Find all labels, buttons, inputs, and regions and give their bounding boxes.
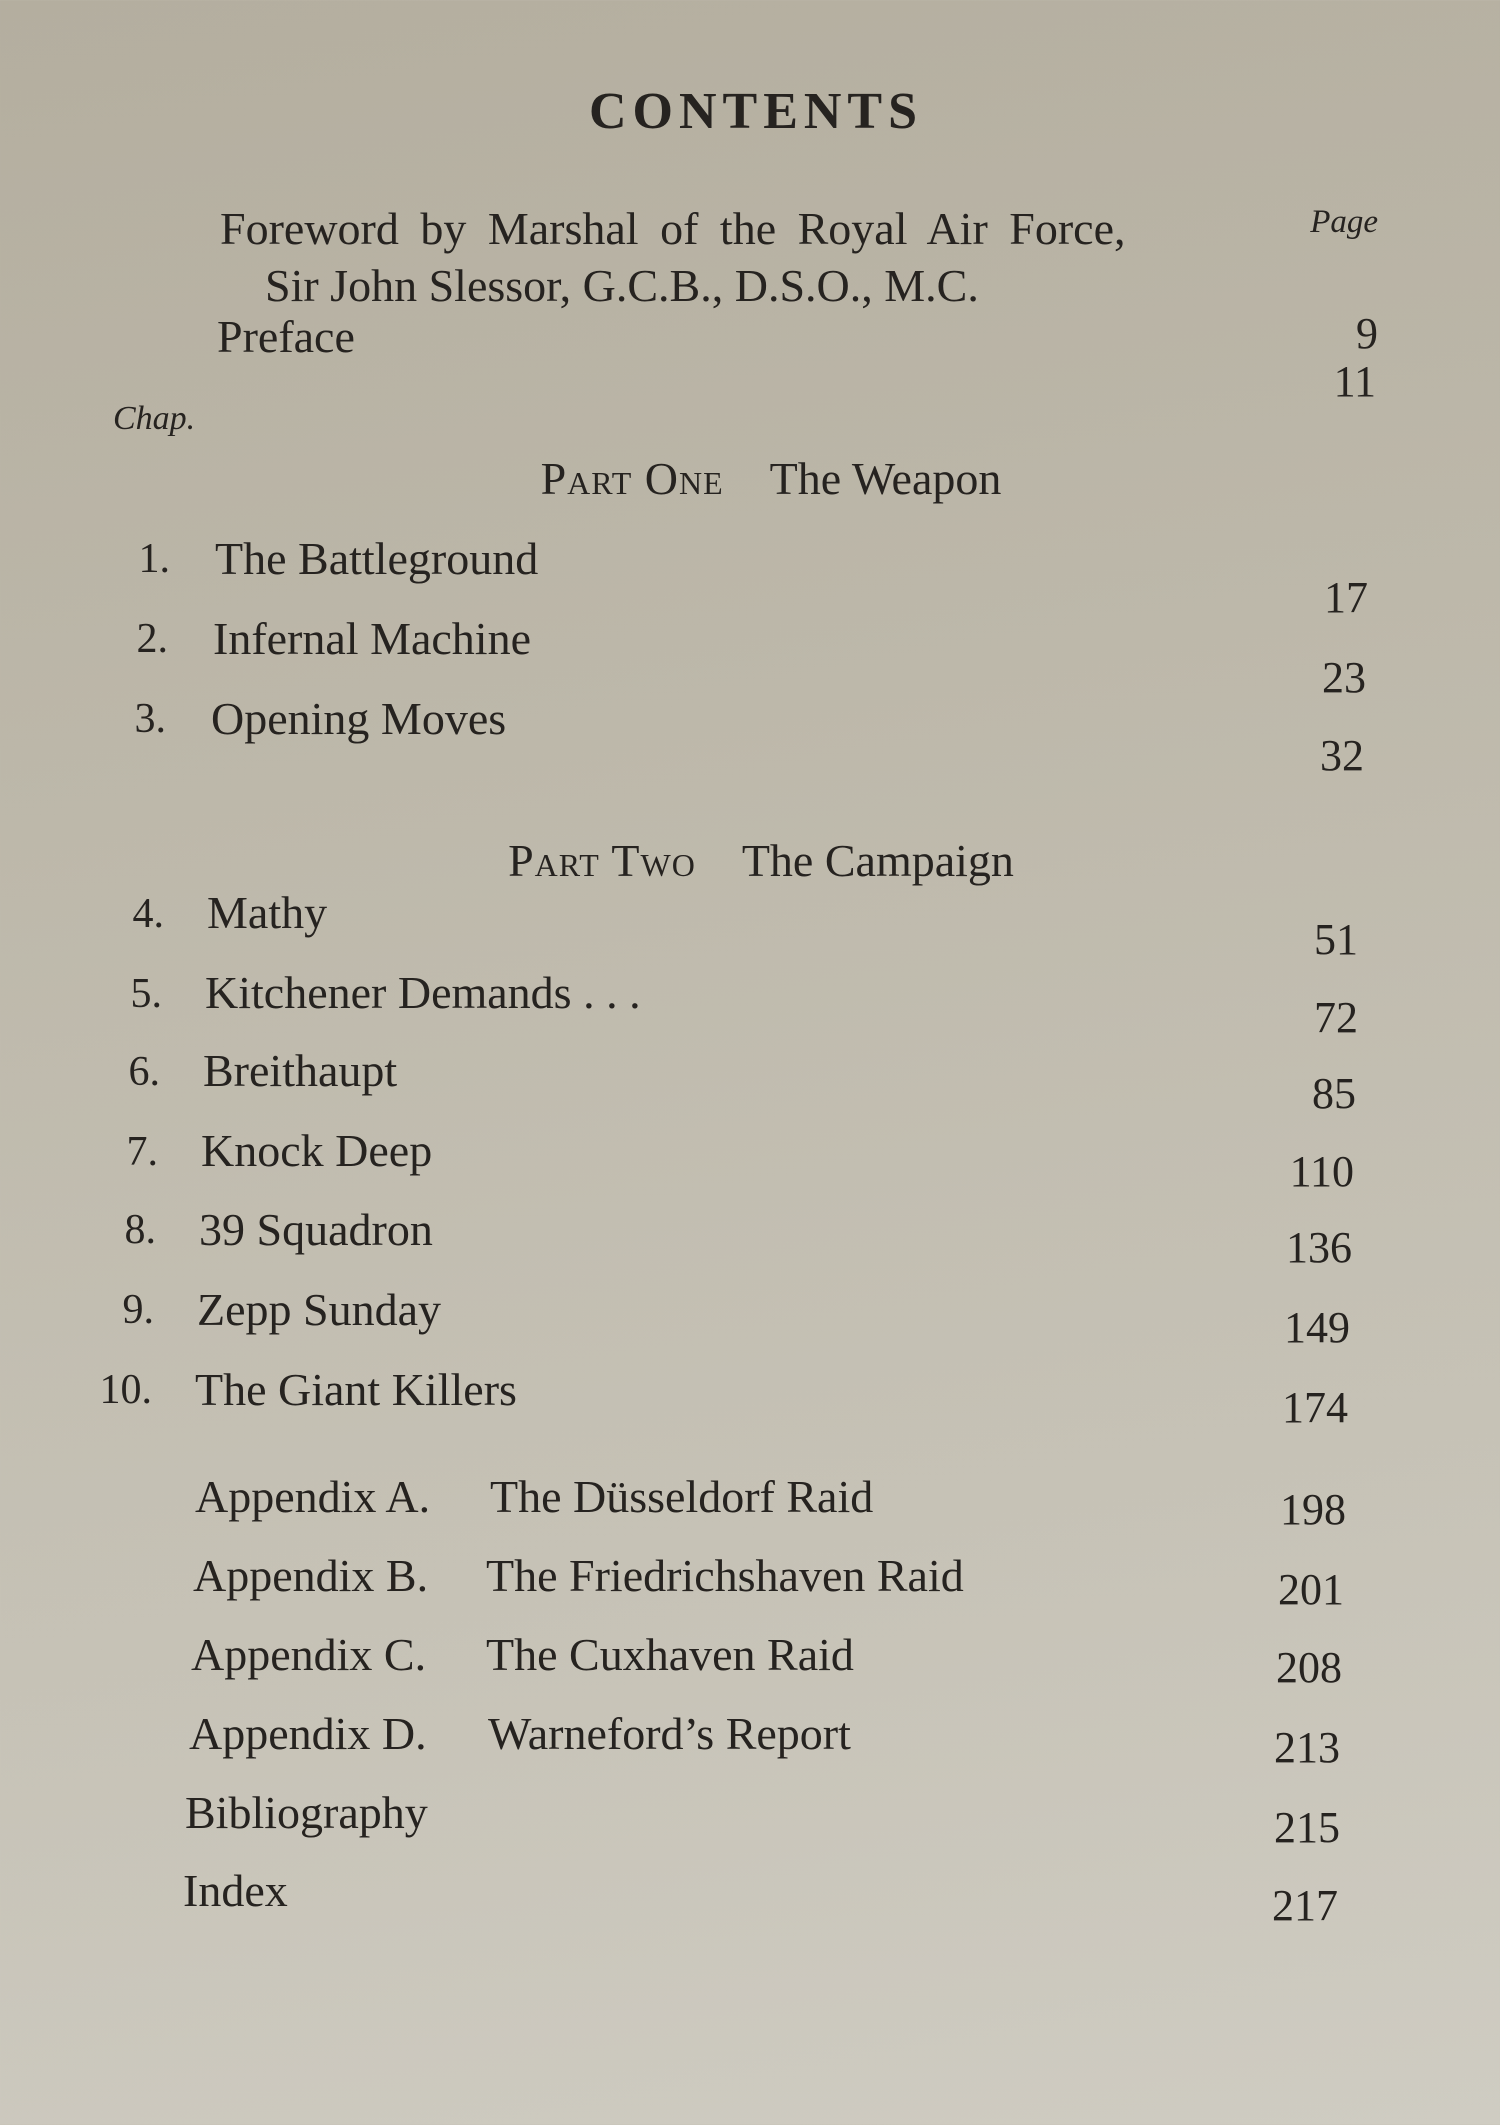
appendix-label: Appendix C. [191, 1629, 427, 1680]
index-page: 217 [1272, 1881, 1338, 1930]
foreword-page: 9 [1356, 309, 1378, 358]
bibliography-page: 215 [1274, 1803, 1340, 1852]
part-two-label: Part Two [508, 835, 696, 886]
chapter-title: Opening Moves [211, 693, 507, 744]
page-column-label: Page [1310, 204, 1378, 240]
part-two-title: The Campaign [741, 835, 1014, 886]
chapter-number: 1. [138, 536, 170, 582]
appendix-page: 201 [1278, 1565, 1344, 1614]
chapter-page: 149 [1284, 1303, 1350, 1352]
chapter-number: 7. [126, 1129, 158, 1175]
appendix-page: 213 [1274, 1723, 1340, 1772]
part-one-heading [0, 452, 1500, 505]
chapter-number: 8. [124, 1207, 156, 1253]
chapter-number: 2. [136, 616, 168, 662]
part-one-label: Part One [540, 453, 724, 504]
chapter-number: 5. [130, 971, 162, 1017]
chapter-page: 72 [1314, 993, 1358, 1042]
foreword-title-line1: Foreword by Marshal of the Royal Air Force, [220, 203, 1126, 254]
index-title: Index [183, 1865, 288, 1916]
chapter-title: The Battleground [215, 533, 539, 584]
page-title: CONTENTS [588, 83, 924, 140]
preface-title: Preface [217, 311, 355, 362]
chapter-number: 6. [128, 1049, 160, 1095]
appendix-title: The Friedrichshaven Raid [486, 1550, 964, 1601]
chapter-title: Knock Deep [201, 1125, 433, 1176]
appendix-title: Warneford’s Report [488, 1708, 851, 1759]
chapter-page: 23 [1322, 653, 1366, 702]
chapter-title: Mathy [207, 887, 328, 938]
chapter-title: Zepp Sunday [197, 1284, 442, 1335]
chapter-number: 3. [134, 696, 166, 742]
appendix-page: 198 [1280, 1485, 1346, 1534]
part-two-heading [0, 834, 1500, 887]
preface-page: 11 [1333, 357, 1376, 406]
chapter-title: Breithaupt [203, 1045, 398, 1096]
chapter-page: 110 [1289, 1147, 1354, 1196]
chapter-title: Kitchener Demands . . . [205, 967, 641, 1018]
chapter-page: 51 [1314, 915, 1358, 964]
chapter-page: 17 [1324, 573, 1368, 622]
part-one-title: The Weapon [769, 453, 1002, 504]
chapter-page: 136 [1286, 1223, 1352, 1272]
appendix-title: The Düsseldorf Raid [490, 1471, 874, 1522]
chapter-page: 174 [1282, 1383, 1348, 1432]
chapter-column-label: Chap. [113, 400, 196, 437]
chapter-title: Infernal Machine [213, 613, 532, 664]
chapter-number: 10. [99, 1367, 152, 1413]
chapter-title: The Giant Killers [195, 1364, 517, 1415]
chapter-page: 32 [1320, 731, 1364, 780]
chapter-number: 9. [122, 1287, 154, 1333]
appendix-title: The Cuxhaven Raid [486, 1629, 854, 1680]
appendix-page: 208 [1276, 1643, 1342, 1692]
chapter-title: 39 Squadron [199, 1204, 433, 1255]
appendix-label: Appendix D. [189, 1708, 427, 1759]
bibliography-title: Bibliography [185, 1787, 428, 1838]
foreword-title-line2: Sir John Slessor, G.C.B., D.S.O., M.C. [265, 260, 979, 311]
chapter-number: 4. [132, 891, 164, 937]
appendix-label: Appendix A. [195, 1471, 431, 1522]
chapter-page: 85 [1312, 1069, 1356, 1118]
appendix-label: Appendix B. [193, 1550, 429, 1601]
